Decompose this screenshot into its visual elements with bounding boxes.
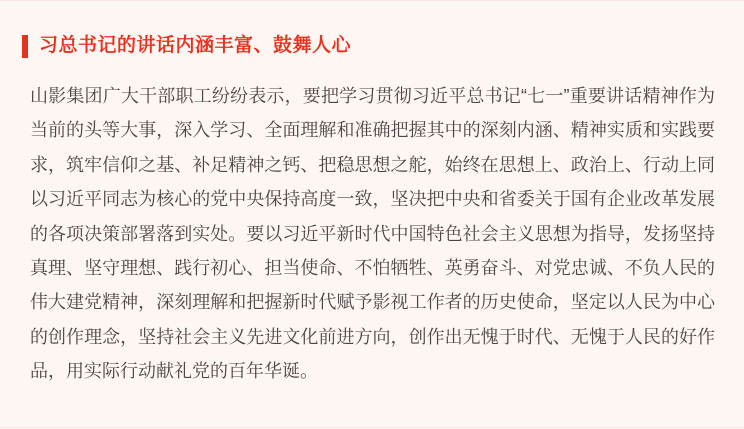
article-heading-row (0, 1, 744, 58)
article (0, 1, 744, 429)
article-heading: 习总书记的讲话内涵丰富、鼓舞人心 (39, 35, 352, 56)
article-body-paragraph: 山影集团广大干部职工纷纷表示，要把学习贯彻习近平总书记“七一”重要讲话精神作为当前的头等大事，深入学习、全面理解和准确把握其中的深刻内涵、精神实质和实践要求，筑牢信仰之基、补足精神之钙、把稳思想之舵，始终在思想上、政治上、行动上同以习近平同志为核心的党中央保持高度一致，坚决把中央和省委关于国有企业改革发展的各项决策部署落到实处。要以习近平新时代中国特色社会主义思想为指导，发扬坚持真理、坚守理想、践行初心、担当使命、不怕牺牲、英勇奋斗、对党忠诚、不负人民的伟大建党精神，深刻理解和把握新时代赋予影视工作者的历史使命，坚定以人民为中心的创作理念，坚持社会主义先进文化前进方向，创作出无愧于时代、无愧于人民的好作品，用实际行动献礼党的百年华诞。 (30, 86, 715, 382)
heading-marker-bar (22, 35, 28, 58)
